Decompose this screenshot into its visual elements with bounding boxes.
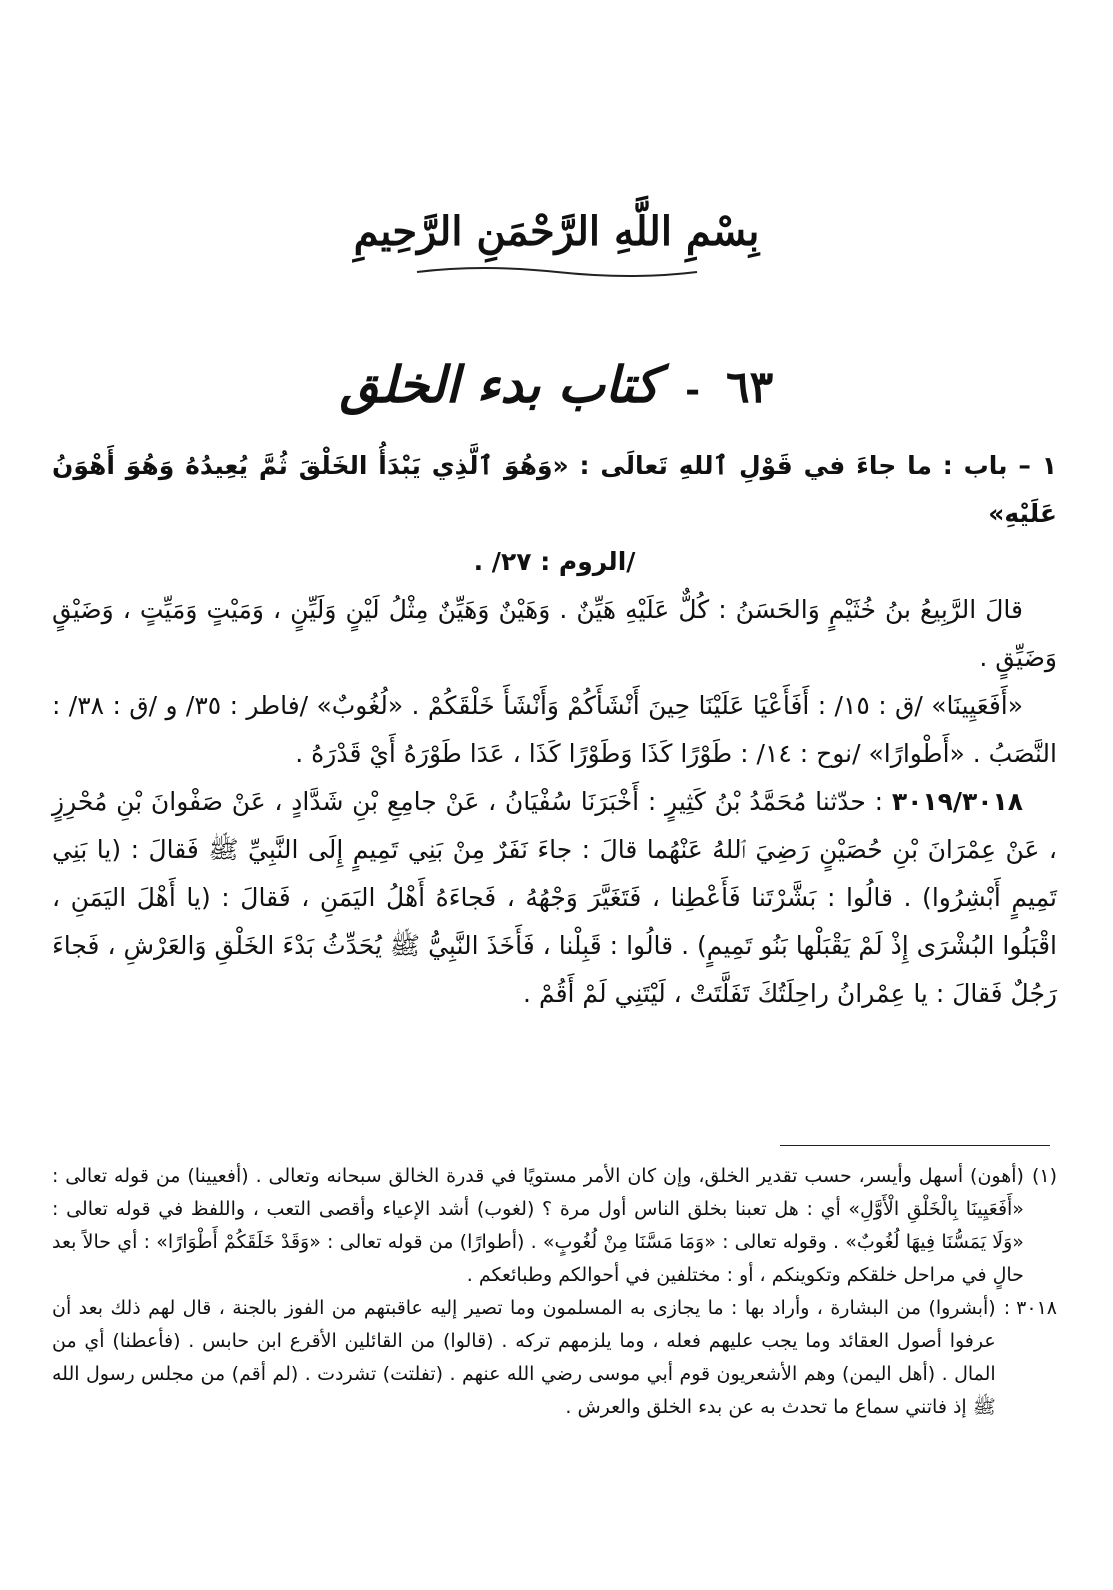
footnotes: [52, 1160, 1057, 1424]
main-text: [52, 442, 1057, 1018]
paragraph-commentary: قالَ الرَّبِيعُ بنُ خُثَيْمٍ وَالحَسَنُ : كُلٌّ عَلَيْهِ هَيِّنٌ . وَهَيْنٌ وَهَيِّنٌ مِثْلُ لَيْنٍ وَلَيِّنٍ ، وَمَيْتٍ وَمَيِّتٍ ، وَضَيْقٍ وَضَيِّقٍ .: [52, 595, 1057, 672]
chapter-number: ٦٣: [726, 362, 774, 413]
footnote-text: (أهون) أسهل وأيسر، حسب تقدير الخلق، وإن كان الأمر مستويًا في قدرة الخالق سبحانه وتعالى . (أفعيينا) من قوله تعالى : «أَفَعَيِينَا بِالْخَلْقِ الْأَوَّلِ» أي : هل تعبنا بخلق الناس أول مرة ؟ (لغوب) أشد الإعياء وأقصى التعب ، واللفظ في قوله تعالى : «وَلَا يَمَسُّنَا فِيهَا لُغُوبٌ» . وقوله تعالى : «وَمَا مَسَّنَا مِنْ لُغُوبٍ» . (أطوارًا) من قوله تعالى : «وَقَدْ خَلَقَكُمْ أَطْوَارًا» : أي حالاً بعد حالٍ في مراحل خلقكم وتكوينكم ، أو : مختلفين في أحوالكم وطبائعكم .: [52, 1165, 1024, 1286]
paragraph-glossary: «أَفَعَيِينَا» /ق : ١٥/ : أَفَأَعْيَا عَلَيْنَا حِينَ أَنْشَأَكُمْ وَأَنْشَأَ خَلْقَكُمْ . «لُغُوبٌ» /فاطر : ٣٥/ و /ق : ٣٨/ : النَّصَبُ . «أَطْوارًا» /نوح : ١٤/ : طَوْرًا كَذَا وَطَوْرًا كَذَا ، عَدَا طَوْرَهُ أَيْ قَدْرَهُ .: [52, 691, 1057, 768]
bab-heading: ١ – باب : ما جاءَ في قَوْلِ ٱللهِ تَعالَى : «وَهُوَ ٱلَّذِي يَبْدَأُ الخَلْقَ ثُمَّ يُعِيدُهُ وَهُوَ أَهْوَنُ عَلَيْهِ»: [52, 451, 1057, 528]
bab-reference: /الروم : ٢٧/ .: [473, 547, 636, 576]
hadith-number: ٣٠١٩/٣٠١٨: [891, 787, 1024, 816]
footnote-divider: [780, 1145, 1050, 1146]
footnote-number: (١): [1031, 1165, 1057, 1187]
footnote-text: (أبشروا) من البشارة ، وأراد بها : ما يجازى به المسلمون وما تصير إليه عاقبتهم من الفوز بالجنة ، قال لهم ذلك بعد أن عرفوا أصول العقائد وما يجب عليهم فعله ، وما يلزمهم تركه . (قالوا) من القائلين الأقرع ابن حابس . (فأعطنا) أي من المال . (أهل اليمن) وهم الأشعريون قوم أبي موسى رضي الله عنهم . (تفلتت) تشردت . (لم أقم) من مجلس رسول الله ﷺ إذ فاتني سماع ما تحدث به عن بدء الخلق والعرش .: [52, 1297, 996, 1418]
footnote-item: [52, 1160, 1057, 1292]
footnote-item: [52, 1292, 1057, 1424]
basmala-flourish-ornament: [412, 262, 702, 282]
hadith-paragraph: [52, 778, 1057, 1018]
chapter-title: كتاب بدء الخلق: [339, 355, 660, 414]
chapter-heading: [0, 355, 1113, 414]
footnote-number: ٣٠١٨ :: [1003, 1297, 1057, 1319]
basmala-calligraphy: بِسْمِ اللَّهِ الرَّحْمَنِ الرَّحِيمِ: [353, 208, 760, 255]
chapter-dash: -: [685, 369, 701, 411]
hadith-text: : حدّثنا مُحَمَّدُ بْنُ كَثِيرٍ : أَخْبَرَنَا سُفْيَانُ ، عَنْ جامِعِ بْنِ شَدَّادٍ ، عَنْ صَفْوانَ بْنِ مُحْرِزٍ ، عَنْ عِمْرَانَ بْنِ حُصَيْنٍ رَضِيَ ٱللهُ عَنْهُما قالَ : جاءَ نَفَرٌ مِنْ بَنِي تَمِيمٍ إِلَى النَّبِيِّ ﷺ فَقالَ : (يا بَنِي تَمِيمٍ أَبْشِرُوا) . قالُوا : بَشَّرْتَنا فَأَعْطِنا ، فَتَغَيَّرَ وَجْهُهُ ، فَجاءَهُ أَهْلُ اليَمَنِ ، فَقالَ : (يا أَهْلَ اليَمَنِ ، اقْبَلُوا البُشْرَى إِذْ لَمْ يَقْبَلْها بَنُو تَمِيمٍ) . قالُوا : قَبِلْنا ، فَأَخَذَ النَّبِيُّ ﷺ يُحَدِّثُ بَدْءَ الخَلْقِ وَالعَرْشِ ، فَجاءَ رَجُلٌ فَقالَ : يا عِمْرانُ راحِلَتُكَ تَفَلَّتَتْ ، لَيْتَنِي لَمْ أَقُمْ .: [52, 787, 1057, 1008]
